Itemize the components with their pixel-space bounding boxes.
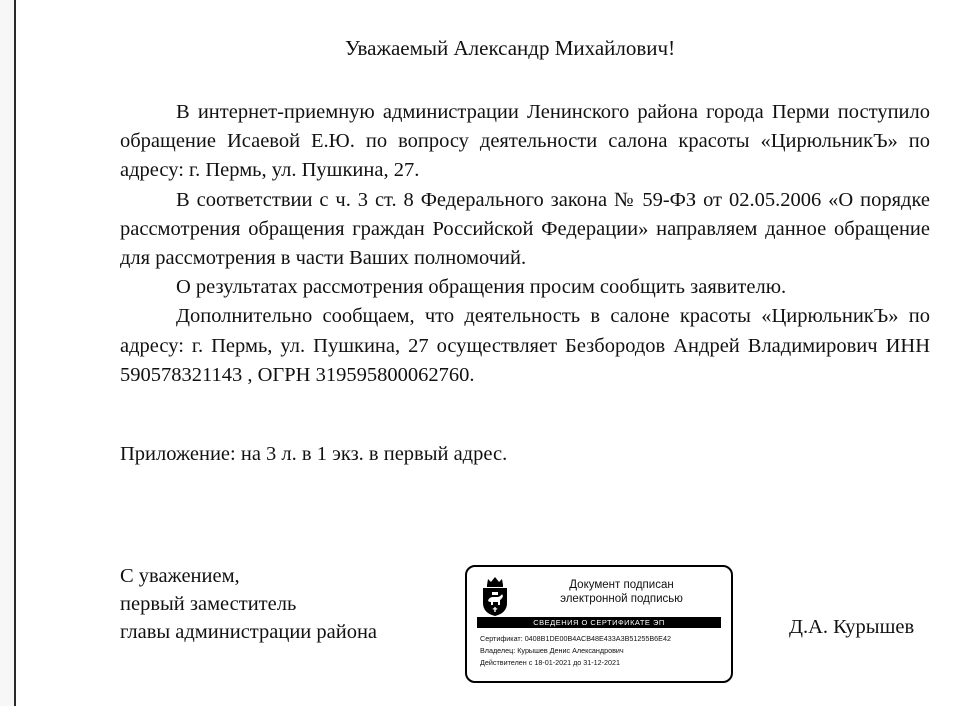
- perm-coat-of-arms-icon: [480, 575, 510, 617]
- paragraph-3: О результатах рассмотрения обращения просим сообщить заявителю.: [176, 276, 787, 299]
- stamp-certificate-details: [480, 633, 724, 669]
- page-edge: [0, 0, 16, 706]
- letter-body: [120, 98, 930, 390]
- stamp-title-line-2: электронной подписью: [560, 593, 683, 605]
- paragraph-1: В интернет-приемную администрации Ленинского района города Перми поступило обращение Исаевой Е.Ю. по вопросу деятельности салона красоты «ЦирюльникЪ» по адресу: г. Пермь, ул. Пушкина, 27.: [120, 101, 930, 182]
- signoff-line-3: главы администрации района: [120, 621, 378, 643]
- stamp-certificate-number: Сертификат: 0408B1DE00B4ACB48E433A3B51255B6E42: [480, 634, 671, 643]
- digital-signature-stamp: [465, 565, 733, 683]
- stamp-title: [519, 578, 724, 606]
- letter-greeting: Уважаемый Александр Михайлович!: [345, 36, 676, 60]
- stamp-title-line-1: Документ подписан: [569, 579, 674, 591]
- attachment-note: Приложение: на 3 л. в 1 экз. в первый адрес.: [120, 443, 508, 465]
- stamp-validity: Действителен с 18-01-2021 до 31-12-2021: [480, 658, 621, 667]
- paragraph-4: Дополнительно сообщаем, что деятельность в салоне красоты «ЦирюльникЪ» по адресу: г. Пермь, ул. Пушкина, 27 осуществляет Безбородов Андрей Владимирович ИНН 590578321143 , ОГРН 319595800062760.: [120, 305, 930, 386]
- stamp-certificate-header: СВЕДЕНИЯ О СЕРТИФИКАТЕ ЭП: [477, 617, 721, 628]
- signoff-block: [120, 562, 377, 646]
- stamp-owner: Владелец: Курышев Денис Александрович: [480, 646, 624, 655]
- paragraph-2: В соответствии с ч. 3 ст. 8 Федерального закона № 59-ФЗ от 02.05.2006 «О порядке рассмотрения обращения граждан Российской Федерации» направляем данное обращение для рассмотрения в части Ваших полномочий.: [120, 188, 930, 270]
- signer-name: Д.А. Курышев: [789, 616, 915, 638]
- signoff-line-1: С уважением,: [120, 565, 240, 587]
- signoff-line-2: первый заместитель: [120, 593, 297, 615]
